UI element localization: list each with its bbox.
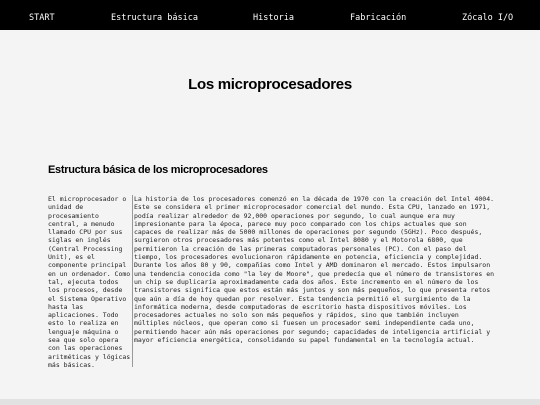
top-nav-bar (0, 0, 540, 30)
nav-zocalo-io-link[interactable]: Zócalo I/O (462, 13, 514, 23)
column-divider (132, 195, 133, 367)
history-text-column: La historia de los procesadores comenzó en la década de 1970 con la creación del Intel 4004. Este se considera el primer microprocesador comercial del mundo. Esta CPU, lanzado en 1971, podía realizar alrededor de 92,000 operaciones por segundo, lo cual aunque era muy impresionante para la época, parece muy poco comparado con los chips actuales que son capaces de realizar más de 5000 millones de operaciones por segundo (5GHz). Poco después, surgieron otros procesadores más potentes como el Intel 8080 y el Motorola 6800, que permitieron la creación de las primeras computadoras personales (PC). Con el paso del tiempo, los procesadores evolucionaron rápidamente en potencia, eficiencia y complejidad. Durante los años 80 y 90, compañías como Intel y AMD dominaron el mercado. Estos impulsaron una tendencia conocida como "la ley de Moore", que predecía que el número de transistores en un chip se duplicaría aproximadamente cada dos años. Este incremento en el número de los transistores significa que estos están más juntos y son más pequeños, lo que presenta retos que aún a día de hoy quedan por resolver. Esta tendencia permitió el surgimiento de la informática moderna, desde computadoras de escritorio hasta dispositivos móviles. Los procesadores actuales no solo son más pequeños y rápidos, sino que también incluyen múltiples núcleos, que operan como si fuesen un procesador semi independiente cada uno, permitiendo hacer aún más operaciones por segundo; capacidades de inteligencia artificial y mayor eficiencia energética, consolidando su papel fundamental en la tecnología actual. (134, 195, 495, 345)
nav-fabricacion-link[interactable]: Fabricación (350, 13, 407, 23)
nav-estructura-basica-link[interactable]: Estructura básica (111, 13, 198, 23)
section-title: Estructura básica de los microprocesadores (48, 164, 268, 176)
nav-start-link[interactable]: START (29, 13, 55, 23)
intro-text-column: El microprocesador o unidad de procesamiento central, a menudo llamado CPU por sus siglas en inglés (Central Processing Unit), es el componente principal en un ordenador. Como tal, ejecuta todos los procesos, desde el Sistema Operativo hasta las aplicaciones. Todo esto lo realiza en lenguaje máquina o sea que solo opera con las operaciones aritméticas y lógicas más básicas. (48, 195, 131, 369)
page-title: Los microprocesadores (188, 76, 352, 93)
bottom-scroll-edge (0, 399, 540, 405)
nav-historia-link[interactable]: Historia (253, 13, 294, 23)
